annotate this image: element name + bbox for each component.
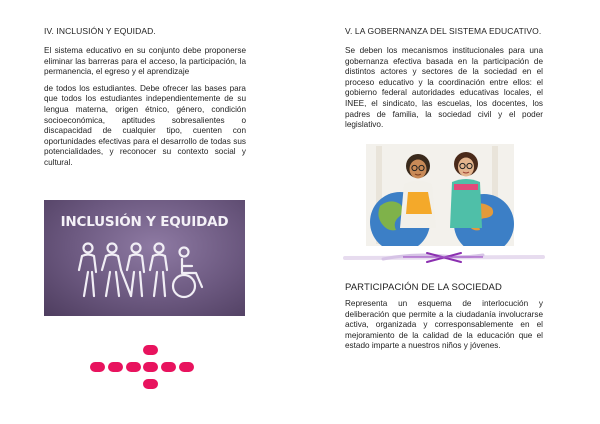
section-participacion [345, 282, 543, 352]
section-heading: PARTICIPACIÓN DE LA SOCIEDAD [345, 282, 502, 293]
section-inclusion [44, 26, 246, 169]
banner-title: INCLUSIÓN Y EQUIDAD [60, 214, 229, 230]
paragraph: Representa un esquema de interlocución y deliberación que permite a la ciudadanía involucrarse activa, organizada y corresponsablemente en el mejoramiento de la calidad de la educación que el estado imparte a nuestros niños y jóvenes. [345, 299, 543, 351]
section-heading: IV. INCLUSIÓN Y EQUIDAD. [44, 26, 156, 36]
paragraph: Se deben los mecanismos institucionales para una gobernanza efectiva basada en la participación de distintos actores y sectores de la sociedad en el proceso educativo y la coordinación entre ellos: el gobierno federal autoridades educativas locales, el INEE, el sindicato, las escuelas, los docentes, los padres de familia, la sociedad civil y el poder legislativo. [345, 46, 543, 130]
paragraph: El sistema educativo en su conjunto debe proponerse eliminar las barreras para el acceso, la participación, la permanencia, el egreso y el aprendizaje [44, 46, 246, 77]
section-heading: V. LA GOBERNANZA DEL SISTEMA EDUCATIVO. [345, 26, 542, 36]
accessibility-people-icon [74, 242, 214, 302]
section-gobernanza [345, 26, 543, 131]
divider-line [343, 250, 548, 264]
paragraph: de todos los estudiantes. Debe ofrecer las bases para que todos los estudiantes independientemente de su lengua materna, origen étnico, género, condición socioeconómica, aptitudes sobresalientes o discapacidad de cualquier tipo, cuenten con oportunidades efectivas para el desarrollo de todas sus potencialidades, y reconocer su contexto social y cultural. [44, 83, 246, 167]
inclusion-banner [44, 200, 245, 316]
girls-with-globes-illustration [366, 144, 514, 246]
pink-dots-plus-icon [90, 345, 194, 389]
